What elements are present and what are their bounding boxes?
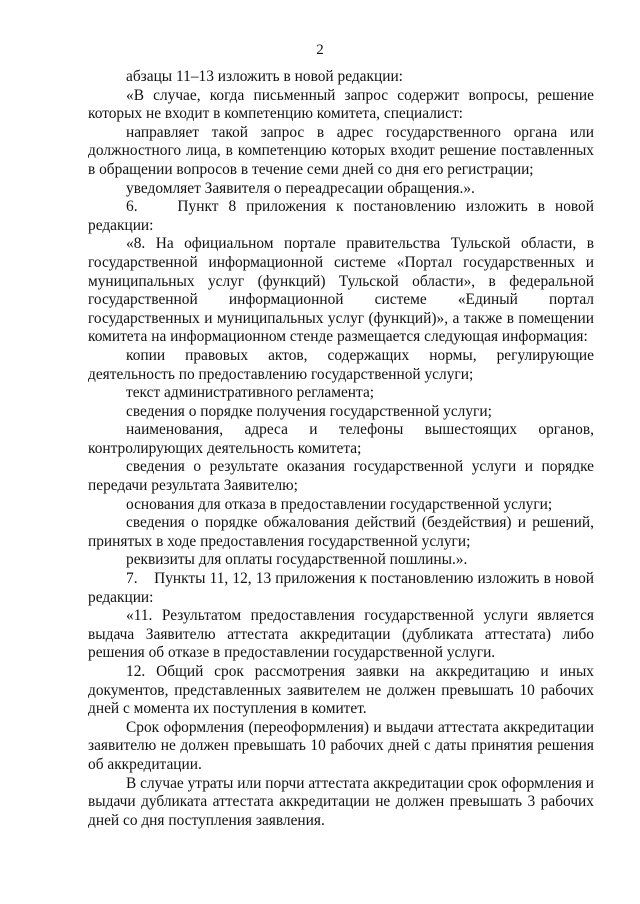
document-body bbox=[88, 68, 594, 830]
page-number: 2 bbox=[316, 42, 324, 58]
paragraph: «8. На официальном портале правительства Тульской области, в государственной информационной системе «Портал государственных и муниципальных услуг (функций) Тульской области», в федеральной государственной информационной системе «Единый портал государственных и муниципальных услуг (функций)», а также в помещении комитета на информационном стенде размещается следующая информация: bbox=[88, 235, 594, 346]
paragraph: 7. Пункты 11, 12, 13 приложения к постановлению изложить в новой редакции: bbox=[88, 570, 594, 606]
paragraph: уведомляет Заявителя о переадресации обращения.». bbox=[126, 179, 475, 197]
paragraph: «В случае, когда письменный запрос содержит вопросы, решение которых не входит в компетенцию комитета, специалист: bbox=[88, 86, 594, 123]
paragraph: В случае утраты или порчи аттестата аккредитации срок оформления и выдачи дубликата аттестата аккредитации не должен превышать 3 рабочих дней со дня поступления заявления. bbox=[88, 774, 594, 829]
paragraph: наименования, адреса и телефоны вышестоящих органов, контролирующих деятельность комитета; bbox=[88, 421, 594, 457]
paragraph: «11. Результатом предоставления государственной услуги является выдача Заявителю аттестата аккредитации (дубликата аттестата) либо решения об отказе в предоставлении государственной услуги. bbox=[88, 607, 594, 662]
paragraph: 12. Общий срок рассмотрения заявки на аккредитацию и иных документов, представленных заявителем не должен превышать 10 рабочих дней с момента их поступления в комитет. bbox=[88, 663, 594, 718]
paragraph: основания для отказа в предоставлении государственной услуги; bbox=[126, 495, 553, 513]
paragraph: направляет такой запрос в адрес государственного органа или должностного лица, в компетенцию которых входит решение поставленных в обращении вопросов в течение семи дней со дня его регистрации; bbox=[88, 123, 594, 178]
paragraph: сведения о порядке получения государственной услуги; bbox=[126, 402, 492, 420]
paragraph: абзацы 11–13 изложить в новой редакции: bbox=[126, 68, 403, 85]
paragraph: реквизиты для оплаты государственной пошлины.». bbox=[126, 551, 468, 569]
paragraph: Срок оформления (переоформления) и выдачи аттестата аккредитации заявителю не должен превышать 10 рабочих дней с даты принятия решения об аккредитации. bbox=[88, 718, 594, 773]
paragraph: сведения о результате оказания государственной услуги и порядке передачи результата Заявителю; bbox=[88, 458, 594, 495]
paragraph: 6. Пункт 8 приложения к постановлению изложить в новой редакции: bbox=[88, 198, 594, 234]
paragraph: текст административного регламента; bbox=[126, 384, 375, 402]
paragraph: копии правовых актов, содержащих нормы, регулирующие деятельность по предоставлению государственной услуги; bbox=[88, 346, 594, 383]
paragraph: сведения о порядке обжалования действий (бездействия) и решений, принятых в ходе предоставления государственной услуги; bbox=[88, 514, 594, 550]
